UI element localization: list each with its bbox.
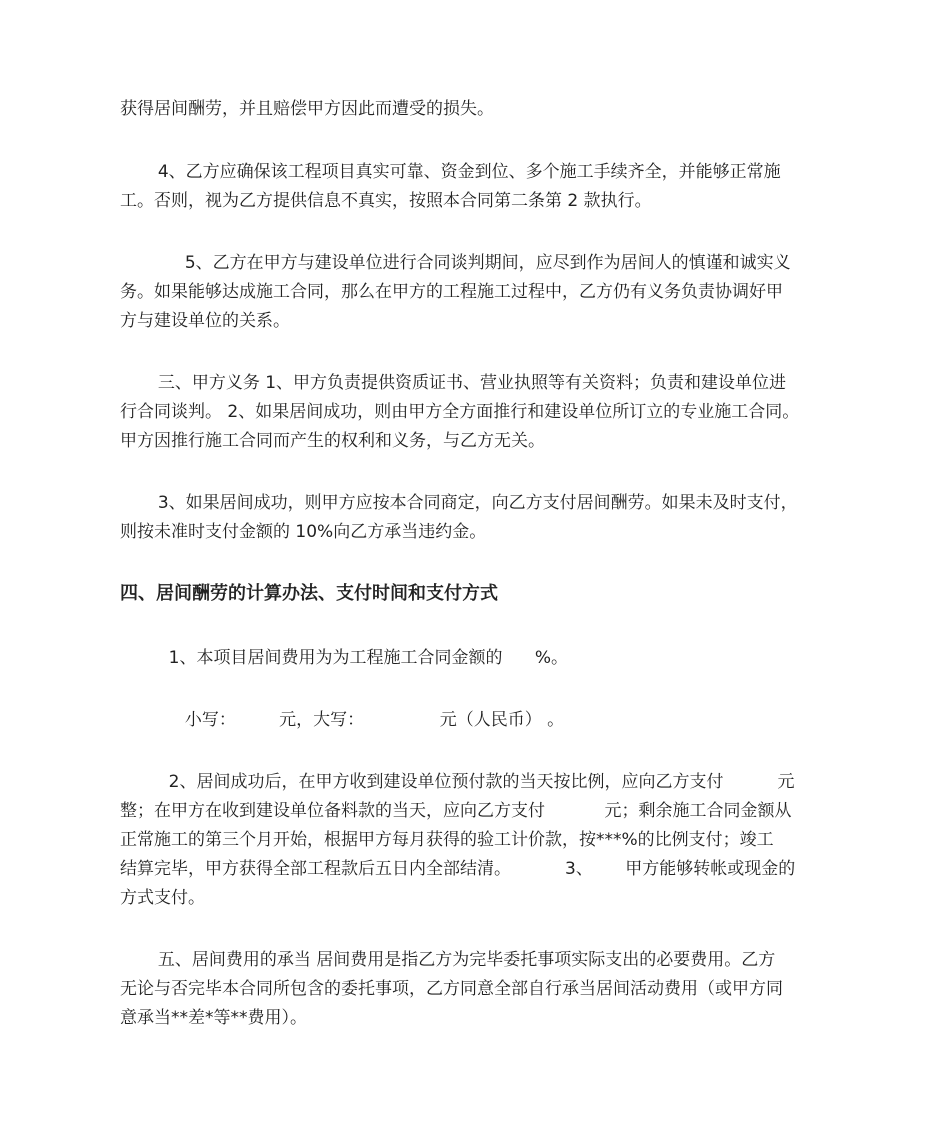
paragraph-line: 结算完毕，甲方获得全部工程款后五日内全部结清。 3、 甲方能够转帐或现金的 [120, 859, 796, 879]
paragraph-line: 则按未准时支付金额的 10%向乙方承当违约金。 [120, 522, 487, 542]
paragraph-line: 工。否则，视为乙方提供信息不真实，按照本合同第二条第 2 款执行。 [120, 191, 652, 211]
paragraph-line: 行合同谈判。 2、如果居间成功，则由甲方全方面推行和建设单位所订立的专业施工合同。 [120, 402, 800, 422]
paragraph-line: 获得居间酬劳，并且赔偿甲方因此而遭受的损失。 [120, 99, 494, 119]
paragraph-line: 方与建设单位的关系。 [120, 311, 290, 331]
paragraph-line: 正常施工的第三个月开始，根据甲方每月获得的验工计价款，按***%的比例支付；竣工 [120, 830, 774, 850]
paragraph-line: 1、本项目居间费用为为工程施工合同金额的 %。 [120, 648, 569, 668]
paragraph-line: 2、居间成功后，在甲方收到建设单位预付款的当天按比例，应向乙方支付 元 [120, 772, 795, 792]
paragraph-line: 小写： 元，大写： 元（人民币） 。 [120, 710, 565, 730]
paragraph-line: 甲方因推行施工合同而产生的权利和义务，与乙方无关。 [120, 431, 545, 451]
paragraph-line: 4、乙方应确保该工程项目真实可靠、资金到位、多个施工手续齐全，并能够正常施 [120, 162, 781, 182]
paragraph-line: 整；在甲方在收到建设单位备料款的当天，应向乙方支付 元；剩余施工合同金额从 [120, 801, 792, 821]
paragraph-line: 3、如果居间成功，则甲方应按本合同商定，向乙方支付居间酬劳。如果未及时支付， [120, 493, 798, 513]
paragraph-line: 务。如果能够达成施工合同，那么在甲方的工程施工过程中，乙方仍有义务负责协调好甲 [120, 282, 783, 302]
paragraph-line: 意承当**差*等**费用）。 [120, 1008, 307, 1028]
paragraph-line: 方式支付。 [120, 888, 205, 908]
paragraph-line: 无论与否完毕本合同所包含的委托事项，乙方同意全部自行承当居间活动费用（或甲方同 [120, 979, 783, 999]
paragraph-line: 三、甲方义务 1、甲方负责提供资质证书、营业执照等有关资料；负责和建设单位进 [120, 373, 787, 393]
paragraph-line: 5、乙方在甲方与建设单位进行合同谈判期间，应尽到作为居间人的慎谨和诚实义 [120, 253, 791, 273]
paragraph-line: 五、居间费用的承当 居间费用是指乙方为完毕委托事项实际支出的必要费用。乙方 [120, 950, 776, 970]
section-heading: 四、居间酬劳的计算办法、支付时间和支付方式 [120, 583, 498, 604]
